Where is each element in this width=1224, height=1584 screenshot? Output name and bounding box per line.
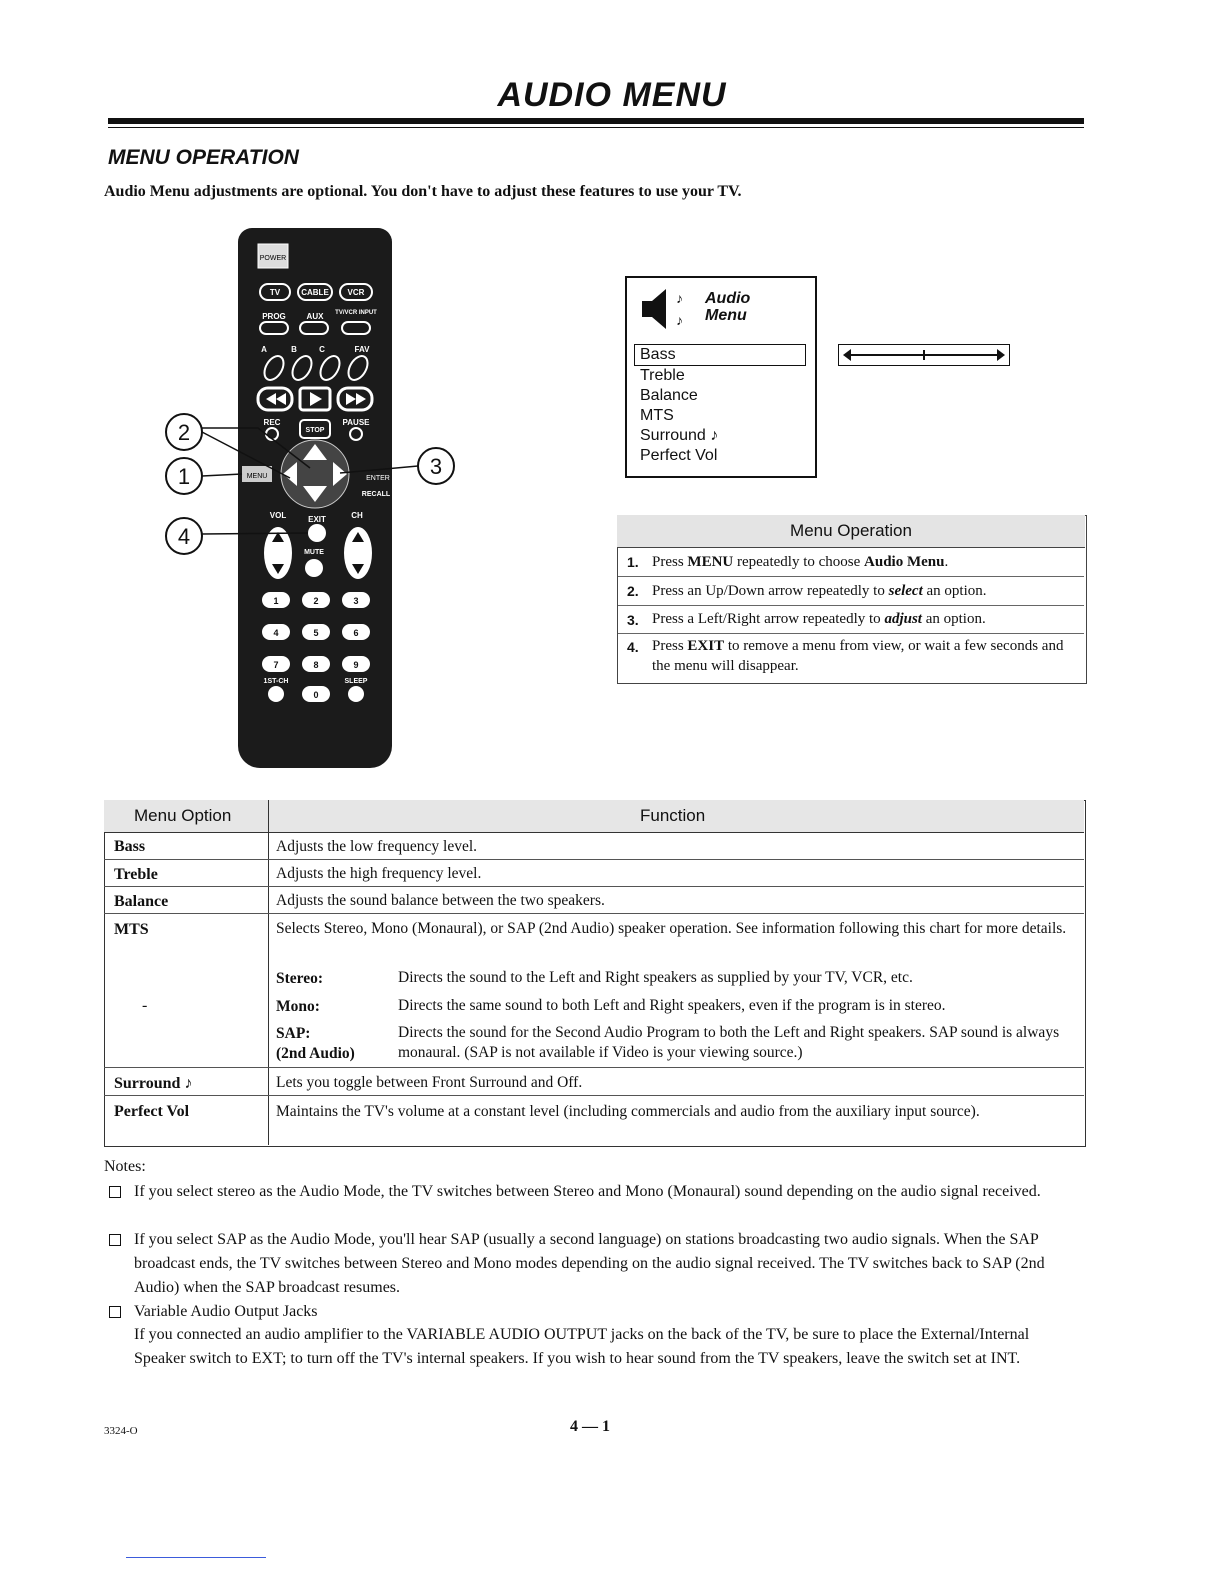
slider-right-arrow-icon (997, 349, 1005, 361)
b-label: B (291, 345, 297, 354)
tvvcr-label: TV/VCR INPUT (335, 310, 377, 316)
aux-label: AUX (306, 312, 324, 321)
callout-1-leader (202, 474, 242, 476)
num-4-label: 4 (273, 628, 279, 638)
function-treble: Adjusts the high frequency level. (276, 865, 482, 882)
menu-item-balance[interactable]: Balance (640, 387, 698, 404)
exit-button (308, 524, 326, 542)
step-text: Press an Up/Down arrow repeatedly to select an option. (652, 583, 987, 599)
function-surround: Lets you toggle between Front Surround and Off. (276, 1074, 583, 1091)
c-label: C (319, 345, 325, 354)
b-button (289, 353, 316, 384)
recall-label: RECALL (361, 491, 391, 498)
mts-desc-sap: Directs the sound for the Second Audio Program to both the Left and Right speakers. SAP sound is always monaural. (SAP is not available if Video is your viewing source.) (398, 1024, 1060, 1061)
function-mts: Selects Stereo, Mono (Monaural), or SAP (2nd Audio) speaker operation. See information following this chart for more details. (276, 920, 1067, 937)
prog-button (260, 322, 288, 334)
row-divider (104, 859, 1084, 860)
section-title: MENU OPERATION (108, 146, 299, 169)
step-text: Press EXIT to remove a menu from view, or wait a few seconds and the menu will disappear. (652, 638, 1064, 674)
exit-label: EXIT (308, 515, 326, 524)
audio-menu-title (705, 290, 750, 324)
play-icon (310, 392, 322, 406)
num-1-label: 1 (273, 596, 279, 606)
header-menu-option: Menu Option (134, 806, 232, 825)
page-title: AUDIO MENU (497, 76, 727, 114)
header-function: Function (640, 806, 706, 825)
num-7-label: 7 (273, 660, 279, 670)
mute-button (305, 559, 323, 577)
page-number: 4 — 1 (570, 1418, 610, 1435)
note-item-2: If you select SAP as the Audio Mode, you'll hear SAP (usually a second language) on stations broadcasting two audio signals. When the SAP broadcast ends, the TV switches between Stereo and Mono modes depending on the audio signal received. The TV switches back to SAP (2nd Audio) when the SAP broadcast resumes. (134, 1231, 1045, 1296)
power-label: POWER (259, 255, 287, 262)
option-treble: Treble (114, 866, 158, 883)
audio-menu-title-line1: Audio (705, 290, 751, 307)
callout-3-leader (340, 466, 418, 473)
table-divider (268, 800, 269, 1145)
function-balance: Adjusts the sound balance between the two speakers. (276, 892, 605, 909)
option-balance: Balance (114, 893, 169, 910)
note-item-1: If you select stereo as the Audio Mode, the TV switches between Stereo and Mono (Monaural) sound depending on the audio signal received. (134, 1183, 1041, 1200)
lstch-button (268, 686, 284, 702)
slider-track (839, 345, 1009, 365)
menu-item-perfect-vol[interactable]: Perfect Vol (640, 447, 718, 464)
intro-text: Audio Menu adjustments are optional. You don't have to adjust these features to use your TV. (104, 183, 742, 200)
row-divider (104, 913, 1084, 914)
vol-label: VOL (269, 511, 287, 520)
pause-label: PAUSE (342, 418, 370, 427)
step-number: 3. (627, 612, 639, 628)
num-2-label: 2 (313, 596, 319, 606)
operation-step-3 (618, 606, 1084, 634)
step-number: 2. (627, 583, 639, 599)
stray-mark: - (142, 997, 148, 1014)
checkbox-icon (109, 1186, 121, 1198)
svg-text:♪: ♪ (676, 292, 683, 307)
table-header (104, 800, 1084, 833)
menu-item-surround[interactable]: Surround ♪ (640, 427, 719, 444)
fav-button (345, 353, 372, 384)
mts-term-sap-2: (2nd Audio) (276, 1045, 355, 1062)
num-8-label: 8 (313, 660, 319, 670)
slider-left-arrow-icon (843, 349, 851, 361)
row-divider (104, 1067, 1084, 1068)
menu-label: MENU (246, 473, 268, 480)
sleep-button (348, 686, 364, 702)
speaker-icon (636, 283, 696, 335)
menu-item-bass[interactable]: Bass (640, 346, 676, 363)
num-9-label: 9 (353, 660, 359, 670)
row-divider (104, 886, 1084, 887)
operation-step-2 (618, 577, 1084, 606)
checkbox-icon (109, 1234, 121, 1246)
step-number: 4. (627, 639, 639, 655)
mts-term-stereo: Stereo: (276, 970, 324, 987)
option-mts: MTS (114, 921, 149, 938)
num-0-label: 0 (313, 690, 319, 700)
sleep-label: SLEEP (344, 678, 368, 685)
mts-term-sap: SAP: (276, 1025, 311, 1042)
note-jacks-detail: If you connected an audio amplifier to the VARIABLE AUDIO OUTPUT jacks on the back of the TV, be sure to place the External/Internal Speaker switch to EXT; to turn off the TV's internal speakers. If you wish to hear sound from the TV speakers, leave the switch set at INT. (134, 1326, 1030, 1367)
step-number: 1. (627, 554, 639, 570)
callout-3-label: 3 (429, 454, 443, 479)
operation-step-1 (618, 548, 1084, 577)
aux-button (300, 322, 328, 334)
operation-step-4 (618, 634, 1084, 682)
rewind-icon (266, 393, 276, 405)
function-perfect-vol: Maintains the TV's volume at a constant level (including commercials and audio from the auxiliary input source). (276, 1103, 980, 1120)
step-text: Press a Left/Right arrow repeatedly to adjust an option. (652, 611, 986, 627)
num-3-label: 3 (353, 596, 359, 606)
callout-4-label: 4 (177, 524, 191, 549)
stop-label: STOP (305, 427, 325, 434)
enter-label: ENTER (366, 475, 390, 482)
menu-item-mts[interactable]: MTS (640, 407, 674, 424)
c-button (317, 353, 344, 384)
function-bass: Adjusts the low frequency level. (276, 838, 478, 855)
option-perfect-vol: Perfect Vol (114, 1103, 190, 1120)
bass-slider[interactable] (838, 344, 1010, 366)
mts-desc-mono: Directs the same sound to both Left and Right speakers, even if the program is in stereo. (398, 997, 946, 1014)
a-button (261, 353, 288, 384)
callout-4-leader (202, 533, 308, 534)
note-item-3: Variable Audio Output Jacks (134, 1303, 318, 1320)
remote-control-drawing (150, 228, 470, 773)
callout-1-label: 1 (177, 464, 191, 489)
mute-label: MUTE (304, 549, 324, 556)
bottom-rule (126, 1557, 266, 1558)
a-label: A (261, 345, 267, 354)
ffwd-icon (346, 393, 356, 405)
fav-label: FAV (354, 345, 370, 354)
tvvcr-button (342, 322, 370, 334)
ch-label: CH (351, 511, 363, 520)
step-text: Press MENU repeatedly to choose Audio Menu. (652, 554, 949, 570)
prog-label: PROG (262, 312, 286, 321)
rec-label: REC (263, 418, 281, 427)
audio-menu-title-line2: Menu (705, 307, 747, 324)
tv-label: TV (269, 288, 281, 297)
operation-heading: Menu Operation (617, 515, 1085, 548)
document-code: 3324-O (104, 1425, 138, 1437)
title-rule (108, 118, 1084, 124)
num-5-label: 5 (313, 628, 319, 638)
menu-item-treble[interactable]: Treble (640, 367, 685, 384)
notes-label: Notes: (104, 1158, 146, 1175)
callout-2-label: 2 (177, 420, 191, 445)
lstch-label: 1ST-CH (263, 678, 289, 685)
checkbox-icon (109, 1306, 121, 1318)
vcr-label: VCR (347, 288, 365, 297)
pause-button (350, 428, 362, 440)
mts-desc-stereo: Directs the sound to the Left and Right speakers as supplied by your TV, VCR, etc. (398, 969, 913, 986)
cable-label: CABLE (301, 288, 329, 297)
title-rule-thin (108, 127, 1084, 128)
option-bass: Bass (114, 838, 146, 855)
option-surround: Surround ♪ (114, 1075, 193, 1092)
num-6-label: 6 (353, 628, 359, 638)
mts-term-mono: Mono: (276, 998, 320, 1015)
svg-text:♪: ♪ (676, 314, 683, 329)
row-divider (104, 1095, 1084, 1096)
